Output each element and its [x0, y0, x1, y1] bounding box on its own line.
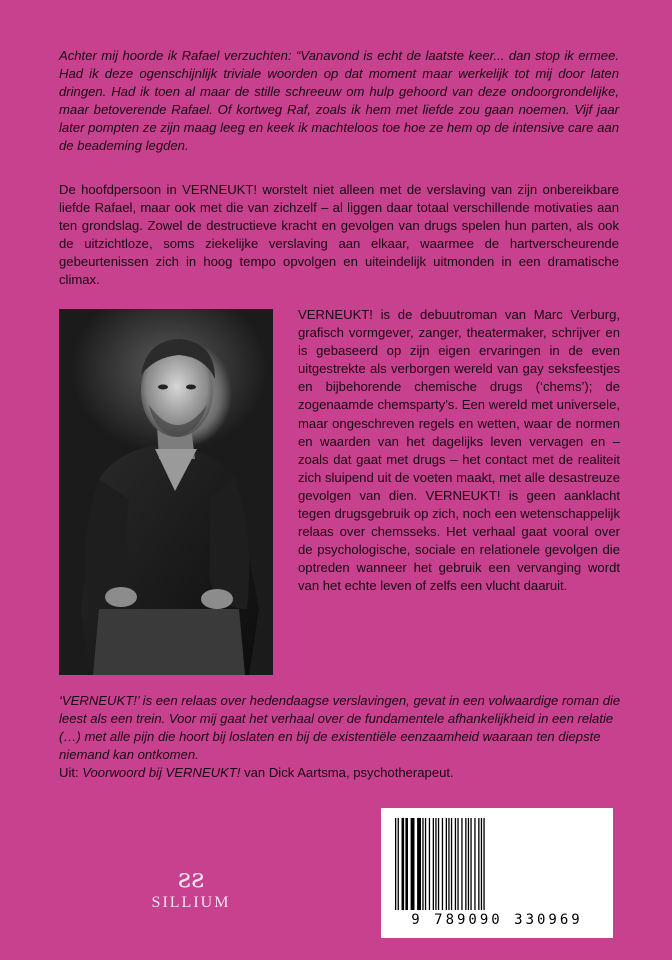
barcode-bar	[405, 818, 408, 910]
book-summary: De hoofdpersoon in VERNEUKT! worstelt niet alleen met de verslaving van zijn onbereikbare liefde Rafael, maar ook met die van zichzelf – al liggen daar totaal verschillende motivaties aan ten grondslag. Zowel de destructieve kracht en gevolgen van drugs spelen hun parten, als ook de uitzichtloze, soms ziekelijke verslaving aan elkaar, waarmee de hartverscheurende gebeurtenissen zich in hoog tempo opvolgen en uiteindelijk uitmonden in een dramatische climax.	[59, 182, 619, 288]
barcode-bar	[455, 818, 456, 910]
barcode-bar	[433, 818, 434, 910]
quote-source-prefix: Uit:	[59, 765, 83, 781]
barcode-bar	[468, 818, 469, 910]
barcode-bar	[478, 818, 479, 910]
barcode-bar	[398, 818, 399, 910]
barcode-bar	[422, 818, 423, 910]
barcode-bar	[470, 818, 471, 910]
barcode-bar	[457, 818, 458, 910]
barcode-bars	[393, 818, 601, 910]
barcode-bar	[417, 818, 421, 910]
isbn-barcode	[381, 808, 613, 938]
barcode-bar	[429, 818, 430, 910]
barcode-bar	[395, 818, 396, 910]
quote-source-suffix: van Dick Aartsma, psychotherapeut.	[240, 765, 454, 781]
quote-source-title: Voorwoord bij VERNEUKT!	[82, 765, 241, 781]
barcode-bar	[402, 818, 405, 910]
barcode-bar	[474, 818, 475, 910]
foreword-quote	[59, 692, 623, 782]
publisher-mark-icon: ƨƨ	[177, 864, 205, 894]
author-portrait-illustration	[59, 309, 273, 675]
quote-text: ‘VERNEUKT!’ is een relaas over hedendaagse verslavingen, gevat in een volwaardige roman die leest als een trein. Voor mij gaat het verhaal over de fundamentele afhankelijkheid in een relatie (…) met alle pijn die hoort bij loslaten en bij de existentiële eenzaamheid waaraan ten diepste niemand kan ontkomen.	[59, 693, 621, 763]
barcode-bar	[451, 818, 452, 910]
author-photo	[59, 309, 273, 675]
publisher-name: SILLIUM	[151, 894, 231, 911]
barcode-bar	[435, 818, 436, 910]
publisher-logo	[151, 866, 231, 912]
barcode-bar	[425, 818, 426, 910]
barcode-bar	[461, 818, 462, 910]
barcode-bar	[442, 818, 443, 910]
quote-source	[59, 765, 454, 780]
barcode-bar	[411, 818, 415, 910]
barcode-bar	[483, 818, 484, 910]
barcode-bar	[481, 818, 482, 910]
author-bio: VERNEUKT! is de debuutroman van Marc Verburg, grafisch vormgever, zanger, theatermaker, schrijver en is gebaseerd op zijn eigen ervaringen in de even uitgestrekte als verborgen wereld van gay seksfeestjes en bijbehorende chemische drugs (‘chems’); de zogenaamde chemsparty’s. Een wereld met universele, maar ongeschreven regels en wetten, waar de normen en waarden van het dagelijks leven vervagen en – zoals dat gaat met drugs – het contact met de realiteit zich sluipend uit de voeten maakt, met alle desastreuze gevolgen van dien. VERNEUKT! is geen aanklacht tegen drugsgebruik op zich, noch een wetenschappelijk relaas over chemsseks. Het verhaal gaat vooral over de psychologische, sociale en relationele gevolgen die optreden wanneer het gebruik een vervanging wordt van het echte leven of zelfs een vlucht daaruit.	[298, 307, 620, 594]
barcode-bar	[465, 818, 466, 910]
barcode-bar	[448, 818, 449, 910]
barcode-bar	[446, 818, 447, 910]
intro-excerpt: Achter mij hoorde ik Rafael verzuchten: “Vanavond is echt de laatste keer... dan stop ik ermee. Had ik deze ogenschijnlijk triviale woorden op dat moment maar werkelijk tot mij door laten dringen. Had ik toen al maar de stille schreeuw om hulp gehoord van deze ondoorgrondelijke, maar betoverende Rafael. Of kortweg Raf, zoals ik hem met liefde zou gaan noemen. Vijf jaar later pompten ze zijn maag leeg en keek ik machteloos toe hoe ze hem op de intensive care aan de beademing legden.	[59, 48, 619, 154]
barcode-bar	[438, 818, 439, 910]
isbn-number: 9 789090 330969	[411, 912, 583, 928]
